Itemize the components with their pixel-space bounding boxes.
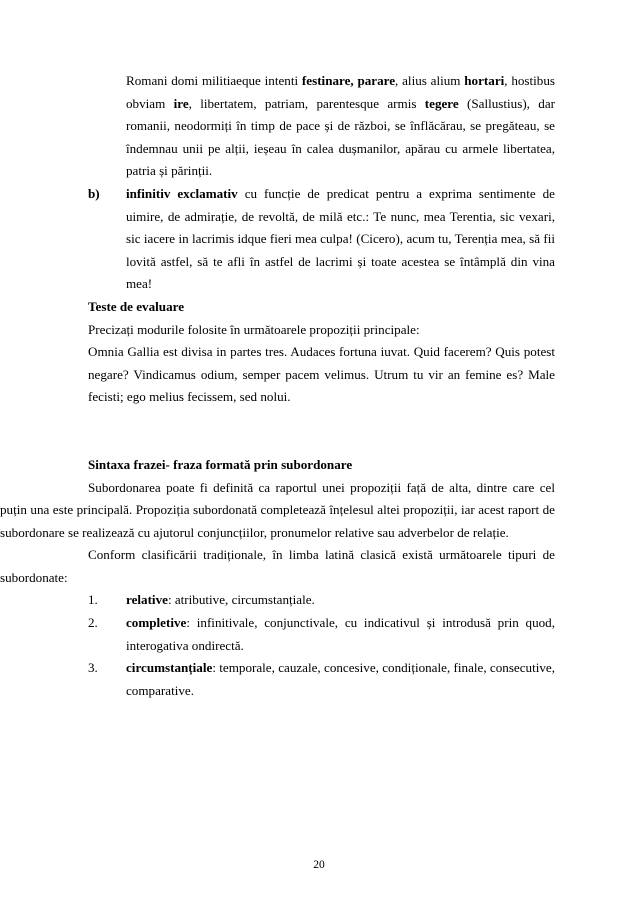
list-marker: b)	[88, 185, 100, 201]
paragraph-text: Conform clasificării tradiționale, în limba latină clasică există următoarele tipuri de subordonate:	[0, 547, 555, 585]
item-term: circumstanțiale	[126, 660, 213, 676]
bold-verb: hortari	[464, 73, 505, 88]
syntax-heading: Sintaxa frazei- fraza formată prin subordonare	[88, 456, 353, 472]
section-gap	[88, 409, 555, 454]
syntax-paragraph-2-wrapper	[0, 544, 555, 589]
text-run: (Sallustius), dar romanii, neodormiți în timp de pace și de război, se înflăcărau, se pregăteau, se îndemnau unii pe alții, ieșeau în calea dușmanilor, apărau cu armele libertatea, patria și părinții.	[126, 95, 555, 179]
item-term: completive	[126, 615, 187, 631]
text-run: , libertatem, patriam, parentesque armis	[188, 95, 425, 111]
evaluation-exercise: Omnia Gallia est divisa in partes tres. Audaces fortuna iuvat. Quid facerem? Quis potest negare? Vindicamus odium, semper pacem velimus. Utrum tu vir an femine es? Male fecisti; ego melius fecissem, sed nolui.	[88, 344, 555, 405]
bold-verb: festinare, parare	[301, 73, 396, 88]
text-run: , alius alium	[395, 73, 465, 88]
list-marker: 3.	[88, 660, 98, 676]
list-item-infinitiv-exclamativ	[88, 183, 555, 296]
sallust-example-paragraph	[88, 70, 555, 183]
page-number: 20	[313, 859, 325, 871]
list-item-completive	[88, 612, 555, 657]
list-item-relative	[88, 589, 555, 612]
syntax-paragraph-1	[0, 477, 555, 545]
text-run: Romani domi militiaeque intenti	[126, 73, 302, 88]
list-marker: 1.	[88, 592, 98, 608]
page-content	[0, 70, 555, 702]
syntax-paragraph-2	[0, 544, 555, 589]
item-text: : atributive, circumstanțiale.	[167, 592, 315, 608]
syntax-paragraph-1-wrapper	[0, 477, 555, 545]
paragraph-text: Subordonarea poate fi definită ca raportul unei propoziții față de alta, dintre care cel puțin una este principală. Propoziția subordonată completează înțelesul altei propoziții, iar acest raport de subordonare se realizează cu ajutorul conjuncțiilor, pronumelor relative sau adverbelor de relație.	[0, 479, 555, 540]
list-marker: 2.	[88, 615, 98, 631]
bold-verb: ire	[173, 95, 189, 111]
evaluation-heading: Teste de evaluare	[88, 298, 185, 314]
item-text: : temporale, cauzale, concesive, condiționale, finale, consecutive, comparative.	[126, 660, 555, 698]
item-term: relative	[126, 592, 168, 608]
text-run: , hostibus obviam	[126, 73, 555, 111]
item-text: cu funcție de predicat pentru a exprima sentimente de uimire, de admirație, de revoltă, de milă etc.: Te nunc, mea Terentia, sic vexari, sic iacere in lacrimis idque fieri mea culpa! (Cicero), acum tu, Terenția mea, să fii lovită astfel, să te afli în astfel de lacrimi și toate acestea se întâmplă din vina mea!	[126, 185, 555, 292]
item-text: : infinitivale, conjunctivale, cu indicativul și introdusă prin quod, interogativa ondirectă.	[126, 615, 555, 653]
item-term: infinitiv exclamativ	[126, 185, 238, 201]
bold-verb: tegere	[424, 95, 459, 111]
list-item-circumstantiale	[88, 657, 555, 702]
evaluation-instruction: Precizați modurile folosite în următoarele propoziții principale:	[88, 321, 420, 337]
